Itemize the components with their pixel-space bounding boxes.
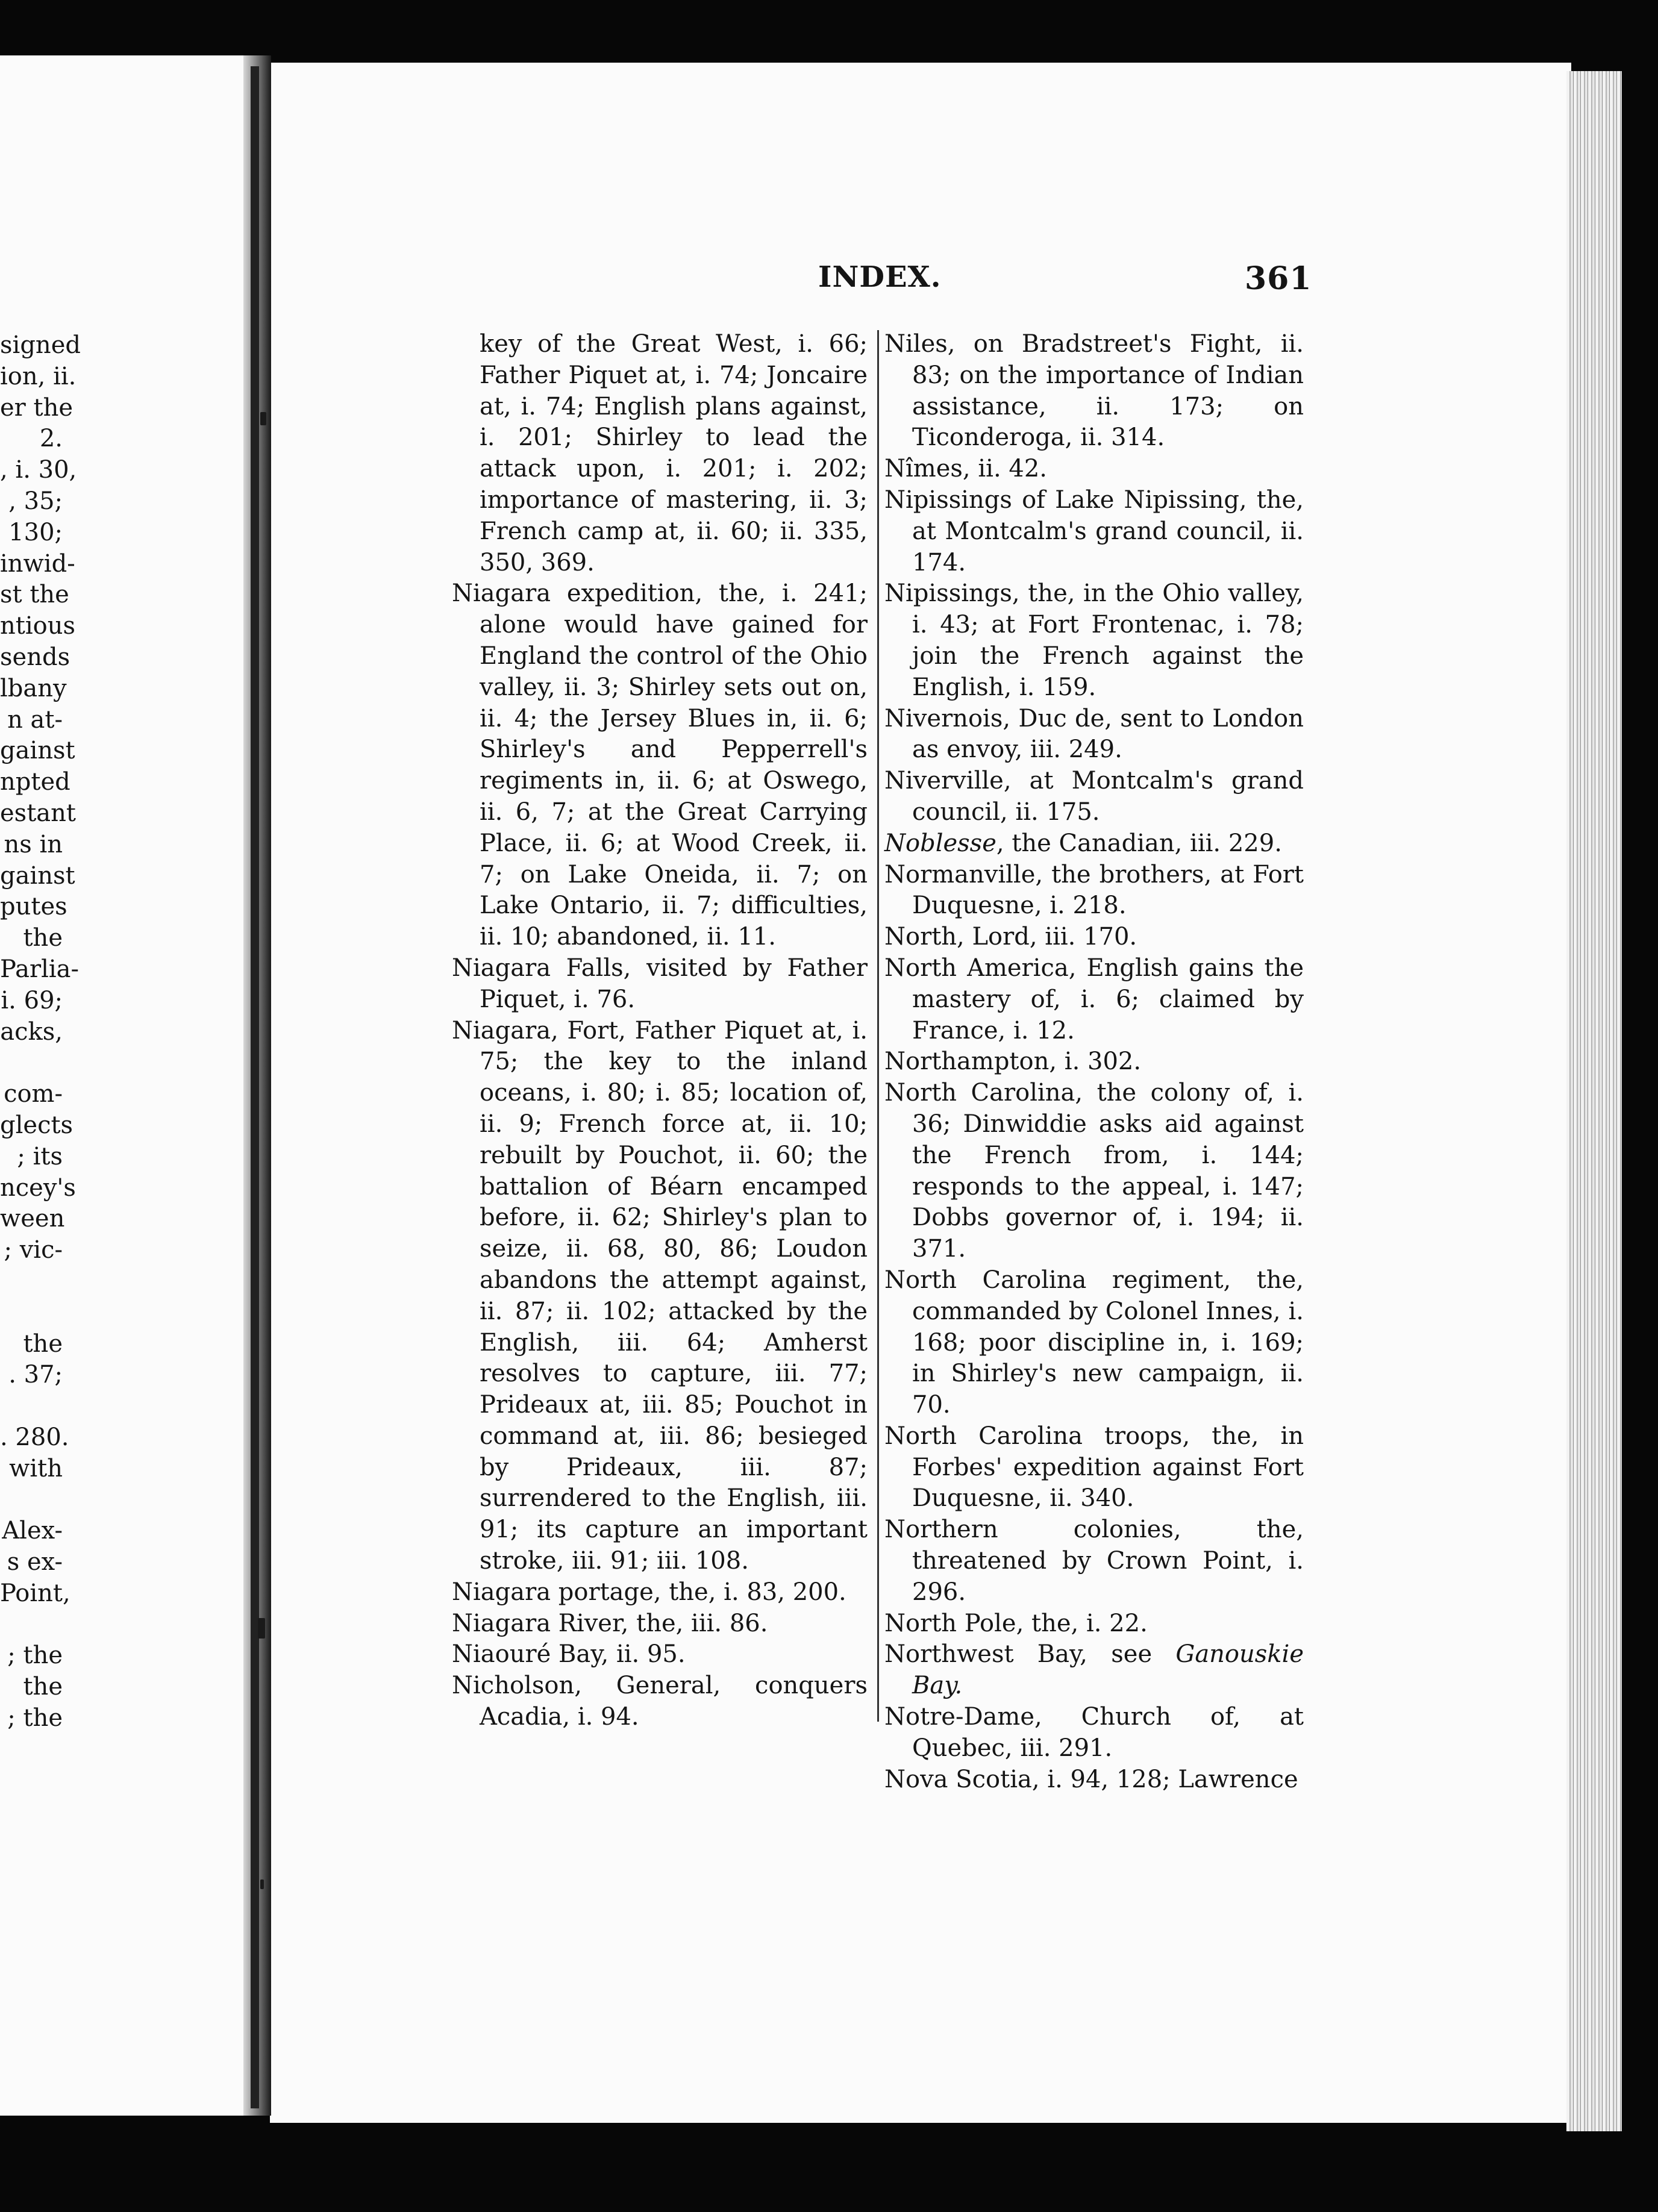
index-entry [884, 860, 1304, 922]
left-fragment-line: . 37; [8, 1361, 63, 1389]
index-entry [884, 766, 1304, 828]
index-entry-text: North Carolina regiment, the, commanded by Colonel Innes, i. 168; poor discipline in, i. 169; in Shirley's new campaign, ii. 70. [884, 1266, 1304, 1419]
left-fragment-line: estant [0, 799, 76, 827]
index-entry-text: Nipissings, the, in the Ohio valley, i. 43; at Fort Frontenac, i. 78; join the French against the English, i. 159. [884, 580, 1304, 701]
left-fragment-line: , 35; [8, 487, 63, 515]
left-fragment-line [0, 1610, 63, 1641]
left-fragment-line: Parlia- [0, 955, 80, 983]
left-fragment-line: 2. [39, 425, 63, 453]
left-fragment-line: putes [0, 893, 67, 921]
index-entry-italic: Ganouskie Bay. [912, 1640, 1304, 1700]
index-entry [884, 485, 1304, 578]
gutter-mark [258, 1618, 265, 1639]
index-entry-text: Normanville, the brothers, at Fort Duquesne, i. 218. [884, 860, 1304, 920]
index-entry [452, 1670, 868, 1733]
left-fragment-line: glects [0, 1111, 74, 1139]
left-page-text-fragments [0, 330, 81, 1734]
index-entry-italic: Noblesse [884, 829, 996, 857]
index-entry-text: Northern colonies, the, threatened by Crown Point, i. 296. [884, 1516, 1304, 1606]
left-fragment-line: the [23, 924, 63, 952]
index-entry-text: North Carolina, the colony of, i. 36; Dinwiddie asks aid against the French from, i. 144; responds to the appeal, i. 147; Dobbs governor of, i. 194; ii. 371. [884, 1079, 1304, 1263]
left-fragment-line: ; the [7, 1642, 63, 1670]
left-fragment-line: ncey's [0, 1173, 76, 1202]
index-entry [884, 828, 1304, 860]
index-entry [884, 1514, 1304, 1608]
index-entry [452, 578, 868, 953]
index-entry-text: Northwest Bay, see [884, 1640, 1176, 1669]
left-fragment-line: ion, ii. [0, 362, 77, 390]
index-entry [884, 1764, 1304, 1796]
left-fragment-line: sends [0, 643, 70, 671]
index-entry-text: Nova Scotia, i. 94, 128; Lawrence [884, 1765, 1298, 1793]
left-fragment-line: ; its [17, 1142, 63, 1170]
index-entry [884, 1046, 1304, 1078]
left-fragment-line: ; vic- [4, 1236, 63, 1264]
index-entry-text: Nicholson, General, conquers Acadia, i. 94. [452, 1672, 868, 1731]
index-entry [884, 953, 1304, 1046]
gutter-mark [260, 1879, 264, 1889]
page-number: 361 [1245, 260, 1312, 297]
left-fragment-line: lbany [0, 674, 67, 702]
index-entry [884, 1639, 1304, 1702]
index-entry [884, 329, 1304, 454]
index-entry-text: Notre-Dame, Church of, at Quebec, iii. 291. [884, 1703, 1304, 1762]
index-entry-text: Niaouré Bay, ii. 95. [452, 1640, 686, 1669]
left-fragment-line: Point, [0, 1579, 70, 1607]
left-fragment-line: inwid- [0, 549, 75, 578]
index-entry [452, 1639, 868, 1670]
index-entry [884, 578, 1304, 703]
left-fragment-line: s ex- [7, 1548, 63, 1576]
index-entry [884, 454, 1304, 485]
page-fore-edge [1566, 71, 1622, 2131]
index-entry-text: North America, English gains the mastery of, i. 6; claimed by France, i. 12. [884, 954, 1304, 1045]
left-fragment-line: npted [0, 768, 70, 796]
left-fragment-line [0, 1048, 63, 1079]
left-fragment-line: ween [0, 1205, 65, 1233]
left-fragment-line: ntious [0, 612, 75, 640]
index-entry-text: North, Lord, iii. 170. [884, 923, 1137, 951]
index-entry [452, 1016, 868, 1577]
index-entry-text: North Carolina troops, the, in Forbes' expedition against Fort Duquesne, ii. 340. [884, 1422, 1304, 1513]
left-fragment-line: acks, [0, 1017, 63, 1046]
index-entry-text: North Pole, the, i. 22. [884, 1609, 1148, 1637]
index-entry-text: Niagara Falls, visited by Father Piquet, i. 76. [452, 954, 868, 1013]
index-entry-text: Nipissings of Lake Nipissing, the, at Montcalm's grand council, ii. 174. [884, 486, 1304, 576]
column-divider [877, 330, 879, 1722]
left-fragment-line: ns in [4, 830, 63, 858]
index-entry [884, 1421, 1304, 1514]
left-fragment-line: ; the [7, 1704, 63, 1732]
left-fragment-line [0, 1298, 63, 1329]
index-entry-text: Niagara portage, the, i. 83, 200. [452, 1578, 846, 1606]
left-fragment-line: signed [0, 331, 81, 359]
index-column-left [452, 329, 868, 1733]
index-entry [884, 1608, 1304, 1640]
index-entry [884, 1265, 1304, 1421]
index-entry [884, 704, 1304, 766]
left-fragment-line [0, 1391, 63, 1422]
left-fragment-line: gainst [0, 861, 75, 890]
index-entry-text: Niagara River, the, iii. 86. [452, 1609, 768, 1637]
left-fragment-line: the [23, 1673, 63, 1701]
left-fragment-line [0, 1266, 63, 1298]
left-fragment-line: st the [0, 581, 69, 609]
index-entry [452, 329, 868, 578]
index-entry-text: Niverville, at Montcalm's grand council, ii. 175. [884, 767, 1304, 826]
left-fragment-line: . 280. [0, 1423, 69, 1451]
left-fragment-line: 130; [8, 518, 63, 546]
index-entry-text: key of the Great West, i. 66; Father Piquet at, i. 74; Joncaire at, i. 74; English plans against, i. 201; Shirley to lead the attack upon, i. 201; i. 202; importance of mastering, ii. 3; French camp at, ii. 60; ii. 335, 350, 369. [480, 330, 868, 576]
gutter-mark [260, 412, 266, 425]
index-column-right [884, 329, 1304, 1795]
index-entry-text: Nîmes, ii. 42. [884, 455, 1047, 483]
left-fragment-line: with [9, 1454, 63, 1482]
index-entry [884, 922, 1304, 953]
index-entry-text: Niles, on Bradstreet's Fight, ii. 83; on the importance of Indian assistance, ii. 173; on Ticonderoga, ii. 314. [884, 330, 1304, 452]
running-head-title: INDEX. [818, 260, 942, 294]
index-entry-text: , the Canadian, iii. 229. [996, 829, 1282, 857]
left-fragment-line: com- [4, 1080, 63, 1108]
left-fragment-line: i. 69; [1, 986, 63, 1014]
left-fragment-line: gainst [0, 737, 75, 765]
index-entry [452, 1577, 868, 1608]
left-fragment-line [0, 1484, 63, 1516]
index-entry-text: Niagara expedition, the, i. 241; alone would have gained for England the control of the Ohio valley, ii. 3; Shirley sets out on, ii. 4; the Jersey Blues in, ii. 6; Shirley's and Pepperrell's regiments in, ii. 6; at Oswego, ii. 6, 7; at the Great Carrying Place, ii. 6; at Wood Creek, ii. 7; on Lake Oneida, ii. 7; on Lake Ontario, ii. 7; difficulties, ii. 10; abandoned, ii. 11. [452, 580, 868, 951]
book-gutter [251, 66, 259, 2108]
index-entry [884, 1078, 1304, 1265]
left-fragment-line: the [23, 1329, 63, 1358]
index-entry [884, 1702, 1304, 1764]
left-fragment-line: , i. 30, [0, 456, 77, 484]
index-entry [452, 953, 868, 1016]
left-fragment-line: er the [0, 393, 74, 422]
index-entry-text: Nivernois, Duc de, sent to London as envoy, iii. 249. [884, 704, 1304, 764]
left-fragment-line: n at- [7, 705, 63, 734]
index-entry-text: Niagara, Fort, Father Piquet at, i. 75; the key to the inland oceans, i. 80; i. 85; location of, ii. 9; French force at, ii. 10; rebuilt by Pouchot, ii. 60; the battalion of Béarn encamped before, ii. 62; Shirley's plan to seize, ii. 68, 80, 86; Loudon abandons the attempt against, ii. 87; ii. 102; attacked by the English, iii. 64; Amherst resolves to capture, iii. 77; Prideaux at, iii. 85; Pouchot in command at, iii. 86; besieged by Prideaux, iii. 87; surrendered to the English, iii. 91; its capture an important stroke, iii. 91; iii. 108. [452, 1016, 868, 1575]
left-fragment-line: Alex- [2, 1517, 63, 1545]
index-entry [452, 1608, 868, 1640]
index-entry-text: Northampton, i. 302. [884, 1048, 1142, 1076]
